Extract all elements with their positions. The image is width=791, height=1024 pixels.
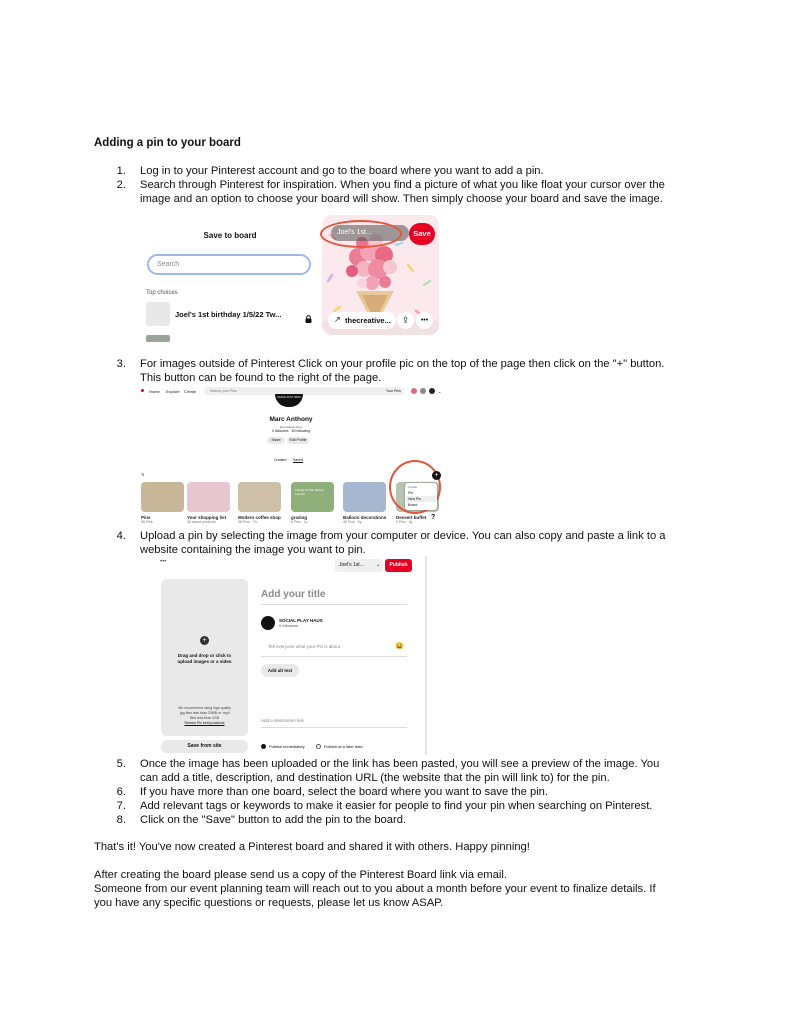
top-choices-label: Top choices [146, 290, 178, 296]
board-thumbnail[interactable] [238, 482, 281, 512]
step-text: For images outside of Pinterest Click on your profile pic on the top of the page then click on the "+" button. [140, 358, 665, 370]
board-option[interactable]: Joel's 1st birthday 1/5/22 Tw... [175, 310, 282, 319]
followup-paragraph: Someone from our event planning team will reach out to you about a month before your event to finalize details. If [94, 883, 656, 895]
tab-saved[interactable]: Saved [293, 458, 303, 462]
arrow-up-right-icon: ↗ [334, 315, 341, 324]
share-icon[interactable]: ⇪ [397, 312, 414, 329]
board-search-input[interactable]: Search [147, 254, 311, 275]
step-number: 7. [116, 800, 126, 812]
search-input[interactable]: Search your Pins [204, 387, 404, 395]
highlight-circle [320, 220, 402, 248]
step-number: 6. [116, 786, 126, 798]
add-alt-text-button[interactable]: Add alt text [261, 664, 299, 677]
board-thumbnail[interactable] [343, 482, 386, 512]
more-options-button[interactable]: ••• [160, 559, 167, 565]
followup-paragraph: After creating the board please send us a copy of the Pinterest Board link via email. [94, 869, 507, 881]
source-link-label: thecreative... [345, 316, 391, 325]
destination-link-input[interactable]: Add a destination link [261, 718, 304, 723]
plus-button[interactable]: + [432, 471, 441, 480]
board-select-dropdown[interactable]: Joel's 1st... [331, 225, 409, 241]
board-meta: 56 Pins [141, 520, 153, 524]
chevron-down-icon[interactable]: ⌄ [376, 562, 381, 568]
profile-handle: @socialplayhaus [279, 425, 303, 429]
profile-stats: 0 followers · 60 following [271, 429, 311, 433]
best-practices-link[interactable]: Review Pin best practices [184, 721, 225, 725]
lock-icon [305, 310, 312, 318]
screenshot-profile-page [141, 386, 444, 526]
step-number: 1. [116, 165, 126, 177]
board-name: grazing [291, 515, 308, 520]
step-text: Upload a pin by selecting the image from your computer or device. You can also copy and paste a link to a [140, 530, 666, 542]
save-button[interactable]: Save [409, 223, 435, 245]
step-text: Search through Pinterest for inspiration. When you find a picture of what you like float your cursor over the [140, 179, 665, 191]
emoji-icon[interactable]: 😀 [395, 643, 404, 650]
board-name: Pins [141, 515, 151, 520]
board-thumbnail [146, 335, 170, 342]
messages-icon[interactable] [420, 388, 426, 394]
board-name: Modern coffee shop [238, 515, 281, 520]
create-menu-idea-pin[interactable]: Idea Pin [408, 497, 421, 501]
save-from-site-button[interactable]: Save from site [161, 740, 248, 753]
upload-plus-icon: + [200, 636, 209, 645]
step-number: 4. [116, 530, 126, 542]
save-to-board-panel [141, 215, 319, 342]
step-number: 8. [116, 814, 126, 826]
step-number: 5. [116, 758, 126, 770]
board-thumbnail[interactable] [291, 482, 334, 512]
board-meta: 6 Pins · 1y [291, 520, 308, 524]
nav-explore[interactable]: Explore [166, 389, 180, 394]
nav-home[interactable]: Home [149, 389, 160, 394]
profile-avatar: SOCIAL PLAY HAUS [275, 394, 303, 407]
sort-icon[interactable]: ⇅ [141, 472, 145, 477]
divider [261, 604, 407, 605]
publish-now-label: Publish immediately [269, 744, 305, 749]
step-number: 3. [116, 358, 126, 370]
publish-later-label: Publish at a later date [324, 744, 363, 749]
step-text: Click on the "Save" button to add the pin to the board. [140, 814, 407, 826]
create-menu-pin[interactable]: Pin [408, 491, 414, 495]
screenshot-save-to-board [141, 215, 439, 342]
page-title: Adding a pin to your board [94, 137, 241, 149]
board-name: Balloon decorations [343, 515, 387, 520]
divider [425, 556, 427, 755]
description-input[interactable]: Tell everyone what your Pin is about [268, 644, 341, 649]
board-meta: 98 Pins · 7h [238, 520, 257, 524]
edit-profile-button[interactable]: Edit Profile [287, 437, 309, 444]
board-thumbnail [146, 302, 170, 326]
board-name: Dessert buffet [396, 515, 427, 520]
profile-name: Marc Anthony [269, 416, 313, 423]
screenshot-create-pin [158, 556, 428, 755]
board-tile-text: Things to Plan Before Launch [295, 488, 324, 496]
upload-instructions: upload images or a video [177, 659, 232, 664]
upload-instructions: Drag and drop or click to [177, 653, 232, 658]
avatar [261, 616, 275, 630]
step-text: can add a title, description, and destination URL (the website that the pin will link to) for the pin. [140, 772, 610, 784]
publish-later-radio[interactable] [316, 744, 321, 749]
upload-recommendation: .jpg files less than 20MB or .mp4 [179, 711, 230, 715]
create-menu-header: Create [408, 485, 418, 489]
board-meta: 48 Pins · 6y [343, 520, 362, 524]
follower-count: 0 followers [279, 623, 299, 628]
panel-title: Save to board [203, 231, 257, 240]
more-options-button[interactable]: ••• [416, 312, 433, 329]
step-text: If you have more than one board, select the board where you want to save the pin. [140, 786, 548, 798]
step-text: website containing the image you want to pin. [140, 544, 366, 556]
divider [261, 727, 407, 728]
avatar[interactable] [429, 388, 435, 394]
board-meta: 9 Pins · 6y [396, 520, 413, 524]
chevron-down-icon[interactable]: ⌄ [438, 389, 442, 394]
step-text: image and an option to choose your board will show. Then simply choose your board and save the image. [140, 193, 663, 205]
publish-now-radio[interactable] [261, 744, 266, 749]
followup-paragraph: you have any specific questions or requests, please let us know ASAP. [94, 897, 444, 909]
title-input[interactable]: Add your title [261, 589, 326, 600]
create-menu [405, 483, 437, 510]
notifications-icon[interactable] [411, 388, 417, 394]
step-text: Log in to your Pinterest account and go to the board where you want to add a pin. [140, 165, 544, 177]
help-icon[interactable]: ? [431, 514, 436, 521]
your-pins-filter[interactable]: Your Pins [386, 389, 401, 393]
board-thumbnail[interactable] [141, 482, 184, 512]
pinterest-logo-icon [141, 389, 144, 392]
divider [261, 656, 407, 657]
nav-create[interactable]: Create [184, 389, 197, 394]
step-text: Add relevant tags or keywords to make it easier for people to find your pin when searching on Pinterest. [140, 800, 653, 812]
create-menu-board[interactable]: Board [408, 503, 418, 507]
board-name: Your shopping list [187, 515, 227, 520]
tab-created[interactable]: Created [274, 458, 287, 462]
board-select-dropdown[interactable]: Joel's 1st... [335, 559, 383, 572]
share-button[interactable]: Share [267, 437, 285, 444]
step-text: This button can be found to the right of the page. [140, 372, 382, 384]
account-name: SOCIAL PLAY HAUS [279, 618, 323, 623]
board-thumbnail[interactable] [187, 482, 230, 512]
closing-paragraph: That's it! You've now created a Pinterest board and shared it with others. Happy pinning! [94, 841, 530, 853]
step-number: 2. [116, 179, 126, 191]
upload-recommendation: We recommend using high quality [178, 706, 231, 710]
board-meta: 38 saved products [187, 520, 216, 524]
publish-button[interactable]: Publish [385, 559, 412, 572]
upload-recommendation: files less than 2GB [189, 716, 220, 720]
upload-dropzone[interactable] [161, 579, 248, 736]
source-link-button[interactable] [328, 312, 396, 329]
step-text: Once the image has been uploaded or the link has been pasted, you will see a preview of the image. You [140, 758, 660, 770]
